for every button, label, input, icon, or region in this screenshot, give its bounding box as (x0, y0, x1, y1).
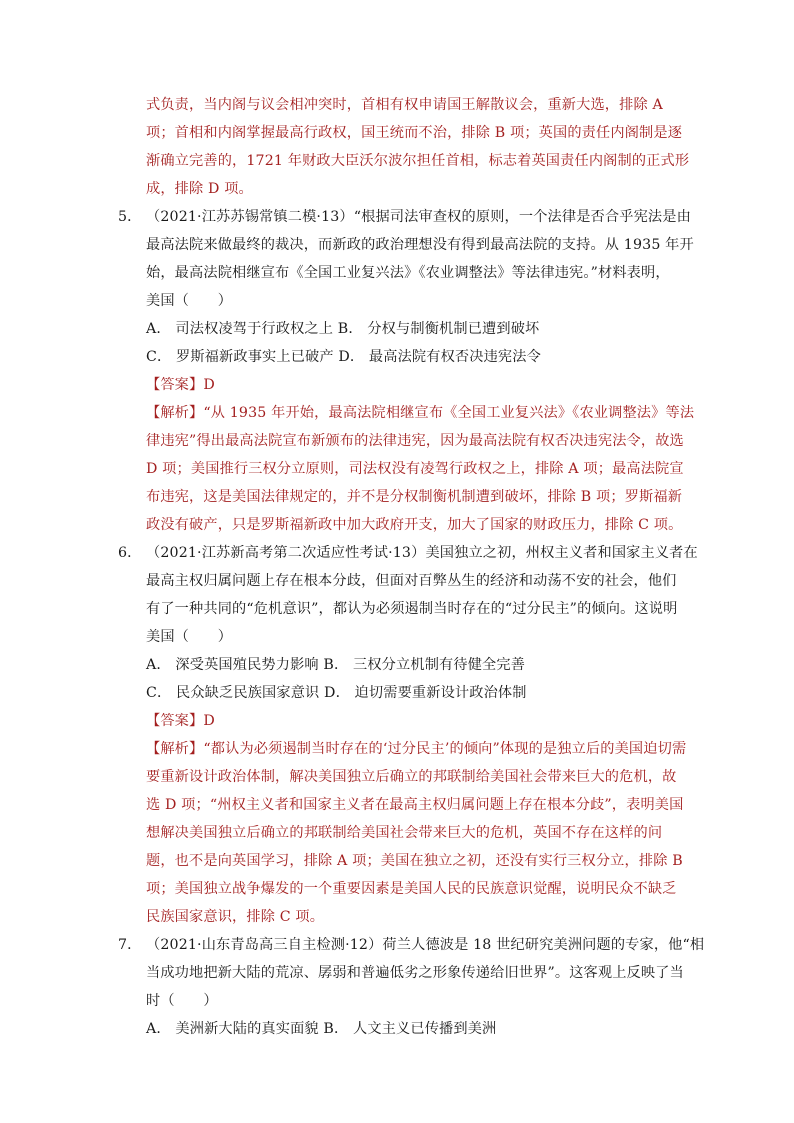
question-stem-line-3: 有了一种共同的“危机意识”，都认为必须遏制当时存在的“过分民主”的倾向。这说明 (146, 601, 678, 617)
answer-tag: 【答案】 (146, 377, 204, 393)
question-stem-line-4: 美国（ ） (146, 629, 233, 645)
analysis-tag: 【解析】 (146, 741, 204, 757)
analysis-line-3: 选 D 项；“州权主义者和国家主义者在最高主权归属问题上存在根本分歧”，表明美国 (146, 797, 684, 813)
options-line-1: A． 美洲新大陆的真实面貌 B． 人文主义已传播到美洲 (146, 1021, 497, 1037)
analysis-line-4: 想解决美国独立后确立的邦联制给美国社会带来巨大的危机，英国不存在这样的问 (146, 825, 663, 841)
question-stem-line-1: （2021·江苏苏锡常镇二模·13）“根据司法审查权的原则，一个法律是否合乎宪法是由 (146, 209, 691, 225)
question-stem-line-2: 最高主权归属问题上存在根本分歧，但面对百弊丛生的经济和动荡不安的社会，他们 (146, 573, 677, 589)
prev-explanation-line-4: 成，排除 D 项。 (146, 181, 253, 197)
analysis-line-7: 民族国家意识，排除 C 项。 (146, 909, 325, 925)
analysis-line-3: D 项；美国推行三权分立原则，司法权没有凌驾行政权之上，排除 A 项；最高法院宣 (146, 461, 684, 477)
analysis-tag: 【解析】 (146, 405, 204, 421)
analysis-line-5: 政没有破产，只是罗斯福新政中加大政府开支，加大了国家的财政压力，排除 C 项。 (146, 517, 683, 533)
question-stem-line-3: 始，最高法院相继宣布《全国工业复兴法》《农业调整法》等法律违宪。”材料表明， (146, 265, 670, 281)
options-line-2: C． 民众缺乏民族国家意识 D． 迫切需要重新设计政治体制 (146, 685, 527, 701)
analysis-line-2: 律违宪”得出最高法院宣布新颁布的法律违宪，因为最高法院有权否决违宪法令，故选 (146, 433, 684, 449)
question-stem-line-4: 美国（ ） (146, 293, 233, 309)
prev-explanation-line-3: 渐确立完善的，1721 年财政大臣沃尔波尔担任首相，标志着英国责任内阁制的正式形 (146, 153, 690, 169)
answer-row (146, 711, 215, 731)
analysis-line-2: 要重新设计政治体制，解决美国独立后确立的邦联制给美国社会带来巨大的危机，故 (146, 769, 677, 785)
question-number: 7． (118, 937, 142, 953)
analysis-line-6: 项；美国独立战争爆发的一个重要因素是美国人民的民族意识觉醒，说明民众不缺乏 (146, 881, 677, 897)
prev-explanation-line-2: 项；首相和内阁掌握最高行政权，国王统而不治，排除 B 项；英国的责任内阁制是逐 (146, 125, 683, 141)
analysis-row-1 (146, 403, 694, 423)
answer-value: D (203, 713, 215, 729)
analysis-line-1: “都认为必须遏制当时存在的‘过分民主’的倾向”体现的是独立后的美国迫切需 (203, 741, 687, 757)
answer-row (146, 375, 215, 395)
options-line-2: C． 罗斯福新政事实上已破产 D． 最高法院有权否决违宪法令 (146, 349, 541, 365)
question-number: 6． (118, 545, 142, 561)
options-line-1: A． 司法权凌驾于行政权之上 B． 分权与制衡机制已遭到破坏 (146, 321, 540, 337)
question-stem-line-1: （2021·江苏新高考第二次适应性考试·13）美国独立之初，州权主义者和国家主义者在 (146, 545, 698, 561)
answer-value: D (203, 377, 215, 393)
analysis-row-1 (146, 739, 686, 759)
answer-tag: 【答案】 (146, 713, 204, 729)
prev-explanation-line-1: 式负责，当内阁与议会相冲突时，首相有权申请国王解散议会，重新大选，排除 A (146, 97, 663, 113)
options-line-1: A． 深受英国殖民势力影响 B． 三权分立机制有待健全完善 (146, 657, 526, 673)
question-stem-line-1: （2021·山东青岛高三自主检测·12）荷兰人德波是 18 世纪研究美洲问题的专家，他“相 (146, 937, 705, 953)
analysis-line-5: 题，也不是向英国学习，排除 A 项；美国在独立之初，还没有实行三权分立，排除 B (146, 853, 683, 869)
question-stem-line-2: 最高法院来做最终的裁决，而新政的政治理想没有得到最高法院的支持。从 1935 年开 (146, 237, 694, 253)
question-stem-line-3: 时（ ） (146, 993, 218, 1009)
question-stem-line-2: 当成功地把新大陆的荒凉、孱弱和普遍低劣之形象传递给旧世界”。这客观上反映了当 (146, 965, 684, 981)
analysis-line-1: “从 1935 年开始，最高法院相继宣布《全国工业复兴法》《农业调整法》等法 (203, 405, 695, 421)
question-number: 5． (118, 209, 142, 225)
analysis-line-4: 布违宪，这是美国法律规定的，并不是分权制衡机制遭到破坏，排除 B 项；罗斯福新 (146, 489, 683, 505)
